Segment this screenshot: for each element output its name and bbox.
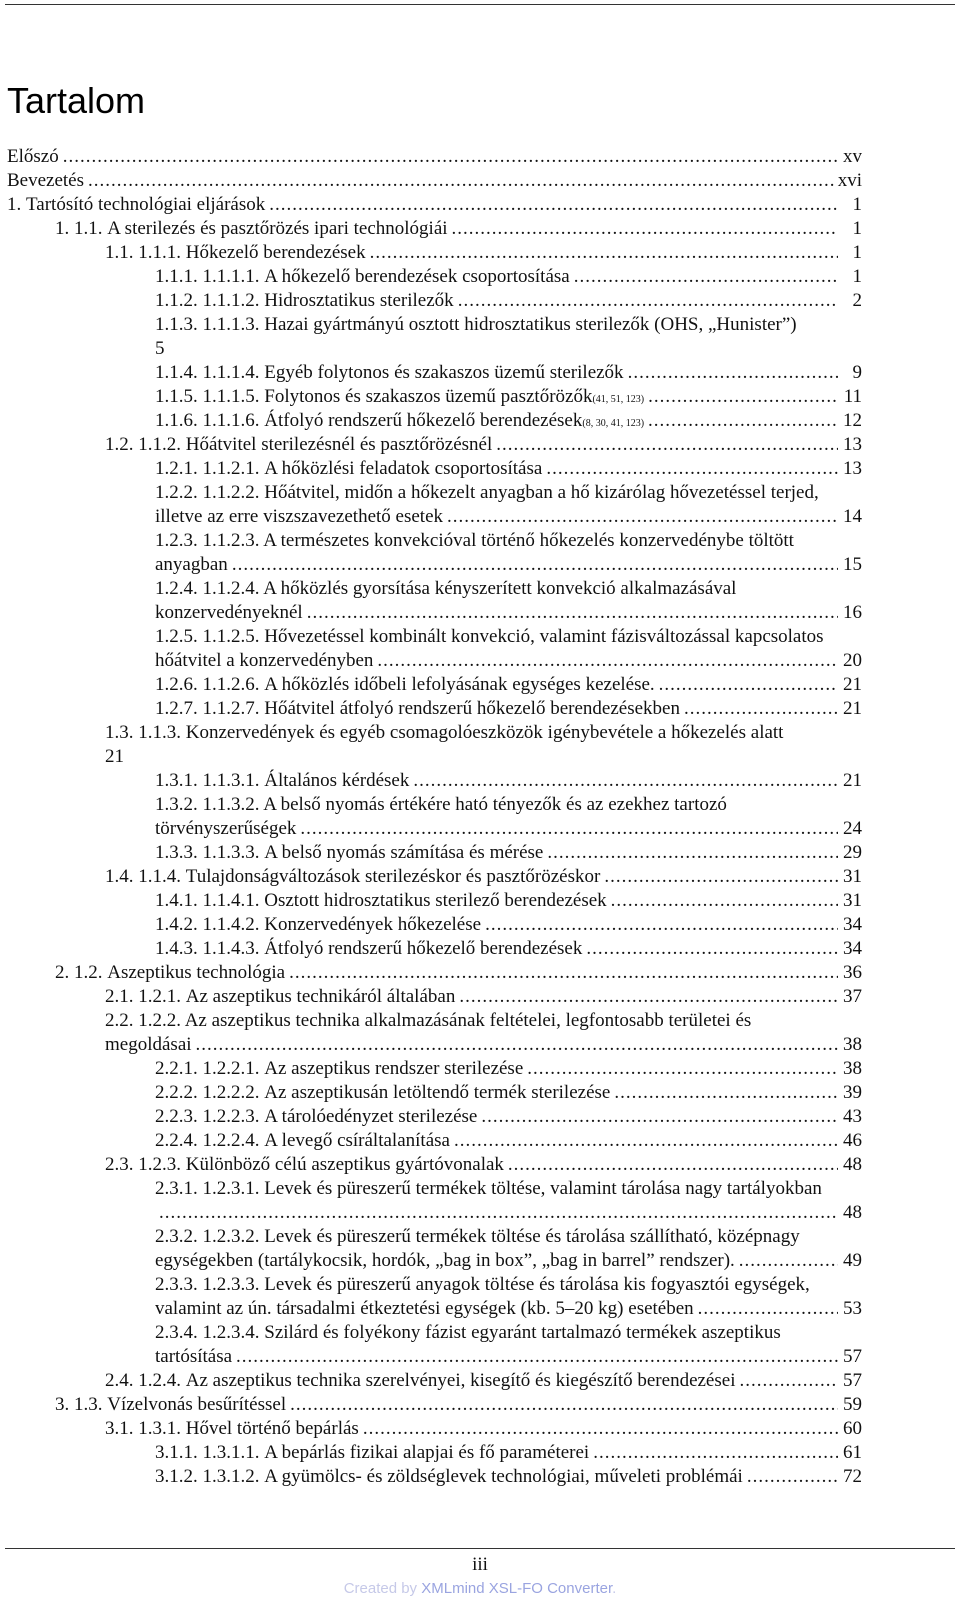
toc-entry-title: Átfolyó rendszerű hőkezelő berendezések	[264, 938, 583, 959]
toc-entry-number: 1.2.2. 1.1.2.2.	[155, 482, 265, 503]
toc-entry-title: Levek és püreszerű termékek töltése és tárolása szállítható, középnagy	[264, 1226, 800, 1247]
toc-entry-page: 21	[843, 770, 862, 791]
toc-entry-number: 1.2.7. 1.1.2.7.	[155, 698, 265, 719]
toc-entry[interactable]	[7, 1273, 862, 1321]
toc-entry-number: 1.4. 1.1.4.	[105, 866, 186, 887]
toc-entry-page: 20	[843, 650, 862, 671]
toc-entry-number: 1.4.1. 1.1.4.1.	[155, 890, 265, 911]
toc-dot-leader	[289, 961, 838, 985]
toc-entry-title: Az aszeptikus technika alkalmazásának feltételei, legfontosabb területei és	[184, 1010, 752, 1031]
toc-entry[interactable]	[7, 1369, 862, 1393]
toc-entry-title: Az aszeptikus technika szerelvényei, kisegítő és kiegészítő berendezései	[185, 1370, 736, 1391]
toc-entry-title: Hőátvitel átfolyó rendszerű hőkezelő berendezésekben	[264, 698, 680, 719]
toc-dot-leader	[269, 193, 838, 217]
toc-entry-title: Folytonos és szakaszos üzemű pasztőrözők	[264, 386, 593, 407]
toc-entry[interactable]	[7, 169, 862, 193]
toc-entry-number: 2.3. 1.2.3.	[105, 1154, 186, 1175]
toc-entry-page: 24	[843, 818, 862, 839]
toc-entry-number: 3. 1.3.	[55, 1394, 108, 1415]
toc-dot-leader	[747, 1465, 838, 1489]
toc-entry-number: 1.	[7, 194, 26, 215]
toc-entry-title: A hőközlési feladatok csoportosítása	[264, 458, 543, 479]
toc-entry-number: 3.1. 1.3.1.	[105, 1418, 186, 1439]
toc-entry[interactable]	[7, 697, 862, 721]
toc-entry-title-continued: anyagban	[155, 554, 228, 575]
toc-entry[interactable]	[7, 481, 862, 529]
toc-entry-number: 2.2.2. 1.2.2.2.	[155, 1082, 265, 1103]
toc-entry[interactable]	[7, 1057, 862, 1081]
toc-entry[interactable]	[7, 265, 862, 289]
toc-entry-title: Hazai gyártmányú osztott hidrosztatikus sterilezők (OHS, „Hunister”)	[264, 314, 797, 335]
toc-dot-leader	[604, 865, 838, 889]
toc-entry-page: 48	[843, 1154, 862, 1175]
toc-entry[interactable]	[7, 1441, 862, 1465]
toc-entry-number: 1. 1.1.	[55, 218, 108, 239]
toc-dot-leader	[481, 1105, 838, 1129]
toc-entry[interactable]	[7, 1081, 862, 1105]
toc-entry[interactable]	[7, 721, 862, 769]
toc-entry-title: Hővezetéssel kombinált konvekció, valamint fázisváltozással kapcsolatos	[264, 626, 824, 647]
toc-entry[interactable]	[7, 889, 862, 913]
toc-entry-title: Konzervedények és egyéb csomagolóeszközök igénybevétele a hőkezelés alatt	[185, 722, 784, 743]
toc-entry[interactable]: 1.1.6. 1.1.1.6. Átfolyó rendszerű hőkezelő berendezések (8, 30, 41, 123) ..... 12	[7, 409, 862, 433]
toc-entry[interactable]	[7, 1465, 862, 1489]
toc-entry-number: 2. 1.2.	[55, 962, 108, 983]
toc-entry-page: 31	[843, 866, 862, 887]
toc-entry[interactable]	[7, 361, 862, 385]
toc-entry-number: 1.1.6. 1.1.1.6.	[155, 410, 265, 431]
toc-entry-page: 57	[843, 1346, 862, 1367]
toc-entry-page: 34	[843, 914, 862, 935]
toc-entry[interactable]	[7, 145, 862, 169]
toc-entry-number: 3.1.2. 1.3.1.2.	[155, 1466, 265, 1487]
toc-entry-page: 12	[843, 410, 862, 431]
toc-entry-page: 39	[843, 1082, 862, 1103]
toc-dot-leader	[547, 841, 838, 865]
toc-entry-number: 1.2. 1.1.2.	[105, 434, 186, 455]
toc-dot-leader	[496, 433, 838, 457]
toc-entry-title: Osztott hidrosztatikus sterilező berendezések	[264, 890, 607, 911]
toc-entry-page: 46	[843, 1130, 862, 1151]
toc-dot-leader	[485, 913, 838, 937]
toc-entry-page: 1	[852, 218, 862, 239]
toc-entry-title: A hőközlés gyorsítása kényszerített konvekció alkalmazásával	[263, 578, 737, 599]
toc-entry[interactable]	[7, 1321, 862, 1369]
toc-entry-title: Levek és püreszerű anyagok töltése és tárolása kis fogyasztói egységek,	[264, 1274, 810, 1295]
toc-dot-leader	[739, 1369, 838, 1393]
bottom-rule	[5, 1548, 955, 1549]
toc-entry-page: 72	[843, 1466, 862, 1487]
toc-entry[interactable]	[7, 1009, 862, 1057]
toc-dot-leader	[236, 1345, 838, 1369]
toc-entry-page: 2	[852, 290, 862, 311]
page-title: Tartalom	[7, 80, 146, 121]
toc-entry[interactable]	[7, 1225, 862, 1273]
toc-entry-page: xvi	[837, 170, 862, 191]
toc-entry-title: Hőkezelő berendezések	[185, 242, 366, 263]
toc-entry-number: 2.2.3. 1.2.2.3.	[155, 1106, 265, 1127]
toc-entry-title-continued: valamint az ún. társadalmi étkeztetési egységek (kb. 5–20 kg) esetében	[155, 1298, 694, 1319]
toc-dot-leader	[684, 697, 838, 721]
toc-entry-page: 43	[843, 1106, 862, 1127]
toc-entry-title: Konzervedények hőkezelése	[264, 914, 482, 935]
toc-entry-number: 1.3.2. 1.1.3.2.	[155, 794, 264, 815]
toc-entry-title: Hőátvitel sterilezésnél és pasztőrözésnél	[185, 434, 493, 455]
toc-entry-title: Vízelvonás besűrítéssel	[107, 1394, 287, 1415]
toc-entry-title: Bevezetés	[7, 170, 85, 191]
toc-entry-number: 1.2.6. 1.1.2.6.	[155, 674, 265, 695]
toc-entry-title: A tárolóedényzet sterilezése	[264, 1106, 478, 1127]
toc-entry-title: Hővel történő bepárlás	[185, 1418, 359, 1439]
toc-dot-leader	[413, 769, 838, 793]
toc-entry-number: 1.4.3. 1.1.4.3.	[155, 938, 265, 959]
footer-page-number: iii	[472, 1554, 488, 1575]
toc-entry-title: Különböző célú aszeptikus gyártóvonalak	[185, 1154, 504, 1175]
toc-entry-number: 1.2.5. 1.1.2.5.	[155, 626, 265, 647]
toc-entry-number: 2.1. 1.2.1.	[105, 986, 186, 1007]
toc-entry[interactable]	[7, 289, 862, 313]
toc-dot-leader	[196, 1033, 838, 1057]
toc-entry-title: A hőközlés időbeli lefolyásának egységes kezelése.	[264, 674, 655, 695]
toc-entry[interactable]	[7, 433, 862, 457]
toc-entry-number: 2.3.3. 1.2.3.3.	[155, 1274, 265, 1295]
toc-entry-number: 1.1.2. 1.1.1.2.	[155, 290, 265, 311]
toc-entry-page: 59	[843, 1394, 862, 1415]
toc-entry-title: Levek és püreszerű termékek töltése, valamint tárolása nagy tartályokban	[264, 1178, 822, 1199]
toc-entry-number: 1.1.3. 1.1.1.3.	[155, 314, 265, 335]
credit-suffix: .	[612, 1580, 617, 1597]
toc-entry-number: 1.3. 1.1.3.	[105, 722, 186, 743]
toc-entry-page: 57	[843, 1370, 862, 1391]
toc-dot-leader	[739, 1249, 838, 1273]
toc-entry-title-continued: egységekben (tartálykocsik, hordók, „bag in box”, „bag in barrel” rendszer).	[155, 1250, 735, 1271]
toc-dot-leader	[377, 649, 838, 673]
toc-entry-page: 21	[843, 674, 862, 695]
toc-entry-number: 1.2.3. 1.1.2.3.	[155, 530, 264, 551]
toc-entry-page: 34	[843, 938, 862, 959]
toc-entry-title-continued: megoldásai	[105, 1034, 192, 1055]
toc-dot-leader	[648, 385, 838, 409]
toc-entry-title: A hőkezelő berendezések csoportosítása	[264, 266, 570, 287]
toc-entry-page: 38	[843, 1058, 862, 1079]
toc-entry-title: A belső nyomás számítása és mérése	[264, 842, 544, 863]
toc-entry[interactable]	[7, 673, 862, 697]
toc-entry-title: A gyümölcs- és zöldséglevek technológiai, műveleti problémái	[264, 1466, 743, 1487]
toc-dot-leader	[447, 505, 838, 529]
toc-entry-title: Hőátvitel, midőn a hőkezelt anyagban a hő kizárólag hővezetéssel terjed,	[264, 482, 819, 503]
toc-entry-title: Az aszeptikus rendszer sterilezése	[264, 1058, 524, 1079]
toc-entry[interactable]: 1.1.5. 1.1.1.5. Folytonos és szakaszos üzemű pasztőrözők (41, 51, 123) ..... 11	[7, 385, 862, 409]
toc-entry-number: 1.2.1. 1.1.2.1.	[155, 458, 265, 479]
toc-entry-page: 49	[843, 1250, 862, 1271]
table-of-contents	[7, 145, 862, 1489]
toc-entry-number: 2.2.1. 1.2.2.1.	[155, 1058, 265, 1079]
toc-entry-title: Az aszeptikus technikáról általában	[185, 986, 456, 1007]
toc-dot-leader	[88, 169, 834, 193]
toc-entry[interactable]	[7, 625, 862, 673]
toc-entry-number: 1.2.4. 1.1.2.4.	[155, 578, 264, 599]
toc-entry-page: 11	[843, 386, 862, 407]
toc-dot-leader	[232, 553, 838, 577]
toc-entry[interactable]	[7, 577, 862, 625]
toc-entry-number: 2.3.1. 1.2.3.1.	[155, 1178, 265, 1199]
toc-entry-number: 1.4.2. 1.1.4.2.	[155, 914, 265, 935]
toc-entry-number: 3.1.1. 1.3.1.1.	[155, 1442, 265, 1463]
toc-entry-page: 29	[843, 842, 862, 863]
toc-dot-leader	[290, 1393, 838, 1417]
toc-entry-page: 13	[843, 458, 862, 479]
toc-entry[interactable]	[7, 1417, 862, 1441]
toc-entry-title-continued: konzervedényeknél	[155, 602, 303, 623]
toc-entry-title: A bepárlás fizikai alapjai és fő paraméterei	[264, 1442, 590, 1463]
toc-entry-title: Hidrosztatikus sterilezők	[264, 290, 454, 311]
toc-entry-page: 21	[843, 698, 862, 719]
credit-brand-link[interactable]: XMLmind XSL-FO Converter	[421, 1580, 613, 1597]
toc-entry[interactable]	[7, 793, 862, 841]
toc-dot-leader	[659, 673, 838, 697]
toc-entry-number: 2.3.4. 1.2.3.4.	[155, 1322, 265, 1343]
toc-entry-page: 48	[843, 1202, 862, 1223]
toc-entry-title: A természetes konvekcióval történő hőkezelés konzervedénybe töltött	[263, 530, 794, 551]
toc-entry-number: 1.3.3. 1.1.3.3.	[155, 842, 265, 863]
toc-entry-number: 1.1.5. 1.1.1.5.	[155, 386, 265, 407]
toc-dot-leader	[508, 1153, 838, 1177]
toc-dot-leader	[546, 457, 838, 481]
toc-dot-leader	[307, 601, 838, 625]
toc-entry-page: 61	[843, 1442, 862, 1463]
toc-dot-leader	[614, 1081, 838, 1105]
toc-entry[interactable]	[7, 241, 862, 265]
toc-dot-leader	[574, 265, 838, 289]
toc-dot-leader	[159, 1201, 838, 1225]
toc-entry-page: 53	[843, 1298, 862, 1319]
toc-entry-title: A levegő csíráltalanítása	[264, 1130, 450, 1151]
toc-entry-title-continued: hőátvitel a konzervedényben	[155, 650, 374, 671]
toc-dot-leader	[370, 241, 838, 265]
toc-entry[interactable]	[7, 937, 862, 961]
toc-entry[interactable]	[7, 1153, 862, 1177]
toc-entry-title-continued: tartósítása	[155, 1346, 233, 1367]
toc-dot-leader	[459, 985, 838, 1009]
toc-entry[interactable]	[7, 985, 862, 1009]
toc-dot-leader	[454, 1129, 838, 1153]
toc-entry-page: 16	[843, 602, 862, 623]
toc-dot-leader	[586, 937, 838, 961]
toc-entry-page: 37	[843, 986, 862, 1007]
toc-dot-leader	[452, 217, 838, 241]
toc-entry-number: 1.1.1. 1.1.1.1.	[155, 266, 265, 287]
toc-entry-title: Szilárd és folyékony fázist egyaránt tartalmazó termékek aszeptikus	[264, 1322, 781, 1343]
toc-dot-leader	[300, 817, 838, 841]
toc-entry-title: Átfolyó rendszerű hőkezelő berendezések	[264, 410, 583, 431]
toc-entry[interactable]	[7, 1129, 862, 1153]
credit-prefix: Created by	[343, 1580, 422, 1597]
toc-entry-page: 9	[852, 362, 862, 383]
toc-entry-page: 15	[843, 554, 862, 575]
toc-dot-leader	[458, 289, 838, 313]
toc-entry-title: Aszeptikus technológia	[107, 962, 286, 983]
toc-entry-title: A belső nyomás értékére ható tényezők és az ezekhez tartozó	[263, 794, 727, 815]
toc-entry[interactable]	[7, 865, 862, 889]
toc-entry-title-continued: 5	[155, 338, 165, 359]
toc-entry-title: Tartósító technológiai eljárások	[26, 194, 266, 215]
toc-entry-number: 2.2.4. 1.2.2.4.	[155, 1130, 265, 1151]
toc-entry-number: 2.2. 1.2.2.	[105, 1010, 185, 1031]
toc-entry-number: 2.4. 1.2.4.	[105, 1370, 186, 1391]
footer-credit	[0, 1580, 960, 1597]
top-rule	[5, 4, 955, 5]
toc-entry-title: Tulajdonságváltozások sterilezéskor és pasztőrözéskor	[185, 866, 601, 887]
toc-entry-number: 1.1. 1.1.1.	[105, 242, 186, 263]
toc-entry[interactable]	[7, 457, 862, 481]
toc-entry-page: 14	[843, 506, 862, 527]
toc-entry[interactable]	[7, 961, 862, 985]
toc-entry[interactable]	[7, 313, 862, 361]
toc-dot-leader	[363, 1417, 838, 1441]
toc-entry[interactable]	[7, 1393, 862, 1417]
toc-dot-leader	[628, 361, 838, 385]
toc-entry-title-continued: illetve az erre viszszavezethető esetek	[155, 506, 443, 527]
toc-dot-leader	[698, 1297, 838, 1321]
toc-entry-title: Előszó	[7, 146, 59, 167]
toc-dot-leader	[648, 409, 838, 433]
toc-entry-title: A sterilezés és pasztőrözés ipari technológiái	[107, 218, 448, 239]
toc-entry-page: 1	[852, 194, 862, 215]
toc-dot-leader	[611, 889, 838, 913]
toc-entry-page: 1	[852, 242, 862, 263]
toc-entry-page: 38	[843, 1034, 862, 1055]
toc-entry-page: 1	[852, 266, 862, 287]
toc-entry-title: Az aszeptikusán letöltendő termék sterilezése	[264, 1082, 611, 1103]
toc-entry-page: xv	[843, 146, 862, 167]
toc-entry[interactable]	[7, 913, 862, 937]
toc-dot-leader	[63, 145, 838, 169]
toc-entry-page: 31	[843, 890, 862, 911]
toc-entry-page: 60	[843, 1418, 862, 1439]
toc-entry[interactable]	[7, 841, 862, 865]
toc-entry-title-continued: 21	[105, 746, 124, 767]
toc-entry-page: 13	[843, 434, 862, 455]
toc-entry[interactable]	[7, 217, 862, 241]
toc-entry[interactable]	[7, 1105, 862, 1129]
toc-entry[interactable]	[7, 193, 862, 217]
toc-entry[interactable]	[7, 1177, 862, 1225]
toc-entry-title: Általános kérdések	[264, 770, 410, 791]
toc-entry-number: 1.3.1. 1.1.3.1.	[155, 770, 265, 791]
toc-entry-title-continued: törvényszerűségek	[155, 818, 297, 839]
toc-entry-number: 1.1.4. 1.1.1.4.	[155, 362, 265, 383]
toc-entry[interactable]	[7, 769, 862, 793]
toc-entry-number: 2.3.2. 1.2.3.2.	[155, 1226, 265, 1247]
toc-entry-title: Egyéb folytonos és szakaszos üzemű sterilezők	[264, 362, 624, 383]
toc-dot-leader	[593, 1441, 838, 1465]
toc-entry[interactable]	[7, 529, 862, 577]
toc-entry-page: 36	[843, 962, 862, 983]
toc-dot-leader	[527, 1057, 838, 1081]
